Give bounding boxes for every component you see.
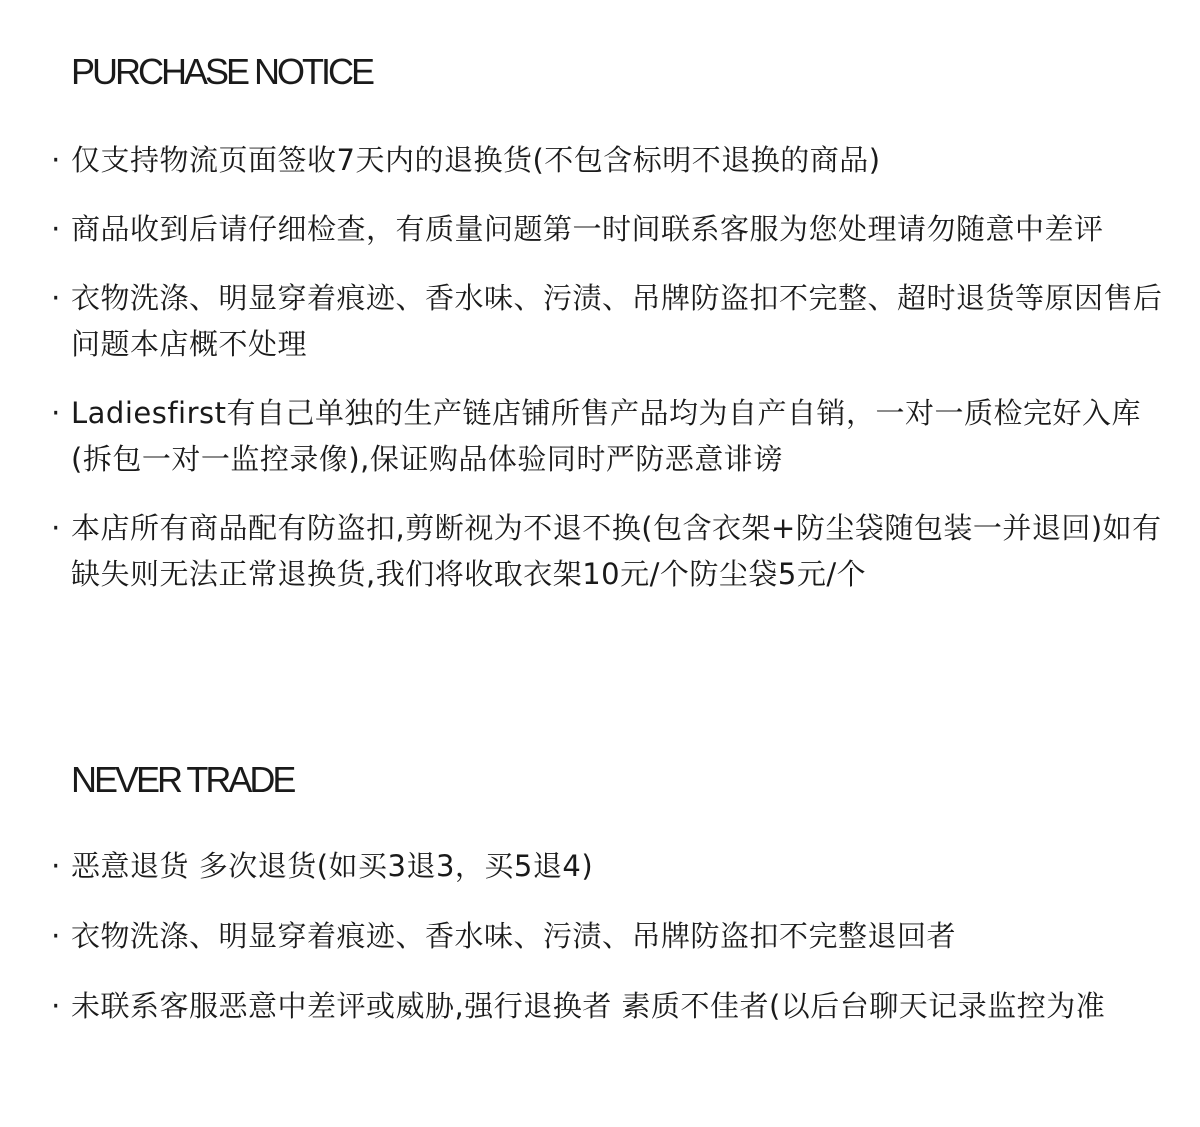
list-item-text: 未联系客服恶意中差评或威胁,强行退换者 素质不佳者(以后台聊天记录监控为准 bbox=[71, 989, 1106, 1023]
list-item-text: 衣物洗涤、明显穿着痕迹、香水味、污渍、吊牌防盗扣不完整退回者 bbox=[71, 919, 957, 953]
list-item bbox=[0, 843, 1200, 889]
bullet-dot: · bbox=[51, 143, 61, 177]
purchase-notice-list bbox=[0, 137, 1200, 597]
never-trade-list bbox=[0, 843, 1200, 1029]
never-trade-heading: NEVER TRADE bbox=[71, 759, 294, 800]
list-item bbox=[0, 275, 1200, 367]
bullet-dot: · bbox=[51, 849, 61, 883]
list-item bbox=[0, 390, 1200, 482]
bullet-dot: · bbox=[51, 511, 61, 545]
list-item-text: 恶意退货 多次退货(如买3退3，买5退4) bbox=[71, 849, 594, 883]
list-item-text: 衣物洗涤、明显穿着痕迹、香水味、污渍、吊牌防盗扣不完整、超时退货等原因售后问题本店概不处理 bbox=[71, 281, 1163, 361]
list-item bbox=[0, 913, 1200, 959]
bullet-dot: · bbox=[51, 281, 61, 315]
purchase-notice-section bbox=[0, 52, 1200, 597]
list-item-text: Ladiesfirst有自己单独的生产链店铺所售产品均为自产自销，一对一质检完好入库(拆包一对一监控录像),保证购品体验同时严防恶意诽谤 bbox=[71, 396, 1142, 476]
bullet-dot: · bbox=[51, 212, 61, 246]
list-item-text: 仅支持物流页面签收7天内的退换货(不包含标明不退换的商品) bbox=[71, 143, 881, 177]
bullet-dot: · bbox=[51, 396, 61, 430]
list-item bbox=[0, 983, 1200, 1029]
list-item-text: 本店所有商品配有防盗扣,剪断视为不退不换(包含衣架+防尘袋随包装一并退回)如有缺失则无法正常退换货,我们将收取衣架10元/个防尘袋5元/个 bbox=[71, 511, 1162, 591]
never-trade-section bbox=[0, 760, 1200, 1029]
bullet-dot: · bbox=[51, 989, 61, 1023]
list-item bbox=[0, 137, 1200, 183]
bullet-dot: · bbox=[51, 919, 61, 953]
list-item-text: 商品收到后请仔细检查，有质量问题第一时间联系客服为您处理请勿随意中差评 bbox=[71, 212, 1104, 246]
list-item bbox=[0, 505, 1200, 597]
list-item bbox=[0, 206, 1200, 252]
purchase-notice-heading: PURCHASE NOTICE bbox=[71, 51, 373, 92]
